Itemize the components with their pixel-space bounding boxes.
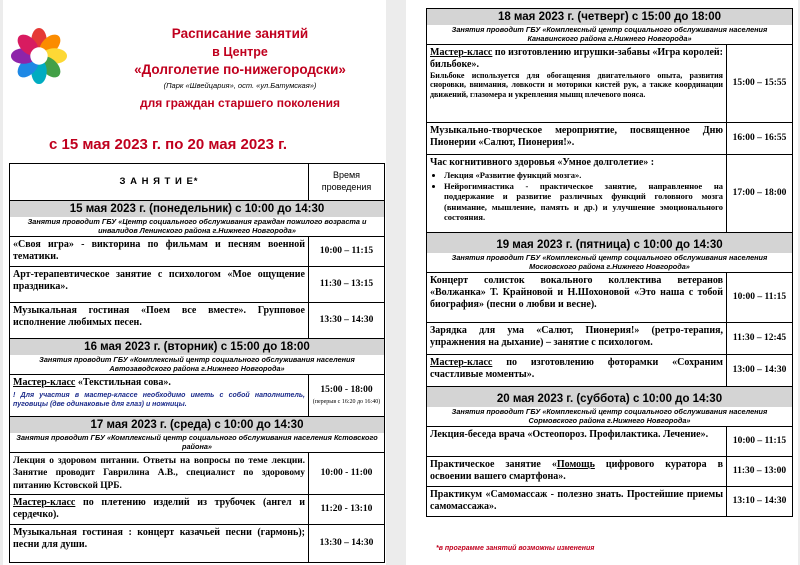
activity-bullet-list [444,170,723,222]
activity: Практикум «Самомассаж - полезно знать. Простейшие приемы самомассажа». [427,487,727,517]
activity: Лекция-беседа врача «Остеопороз. Профилактика. Лечение». [427,427,727,457]
day-header: 19 мая 2023 г. (пятница) с 10:00 до 14:30 [427,233,793,253]
date-range: с 15 мая 2023 г. по 20 мая 2023 г. [49,136,287,153]
column-header-time: Время проведения [309,164,385,201]
activity-time: 10:00 – 11:15 [309,237,385,267]
day-header: 18 мая 2023 г. (четверг) с 15:00 до 18:00 [427,9,793,25]
day-header: 15 мая 2023 г. (понедельник) с 10:00 до 14:30 [10,201,385,217]
activity-time: 13:30 – 14:30 [309,303,385,339]
activity: Музыкальная гостиная : концерт казачьей песни (гармонь); песни для души. [10,524,309,562]
activity-description: Бильбоке используется для обогащения двигательного опыта, развития сноровки, внимания, ловкости и моторики кистей рук, а также координации движений, глазомера и укрепления мышц плечевого пояса. [430,71,723,99]
activity: Практическое занятие «Помощь цифрового куратора в освоении вашего смартфона». [427,457,727,487]
schedule-table-right [426,8,793,517]
footnote: *в программе занятий возможны изменения [436,545,595,552]
activity: Музыкально-творческое мероприятие, посвященное Дню Пионерии «Салют, Пионерия!». [427,123,727,155]
activity-time: 10:00 – 11:15 [727,273,793,323]
break-note: (перерыв с 16:20 до 16:40) [312,399,381,406]
organizer: Занятия проводит ГБУ «Комплексный центр социального обслуживания населения Автозаводского района г.Нижнего Новгорода» [10,355,385,375]
center-name: «Долголетие по-нижегородски» [134,62,346,77]
center-address: (Парк «Швейцария», ост. «ул.Батумская») [163,81,317,90]
activity-time: 10:00 – 11:15 [727,427,793,457]
list-item: • Лекция «Развитие функций мозга». [444,170,723,180]
center-label: в Центре [212,45,268,59]
day-header: 16 мая 2023 г. (вторник) с 15:00 до 18:00 [10,339,385,355]
activity-time: 13:00 – 14:30 [727,355,793,387]
organizer: Занятия проводит ГБУ «Комплексный центр социального обслуживания населения Сормовского района г.Нижнего Новгорода» [427,407,793,427]
activity-time: 16:00 – 16:55 [727,123,793,155]
organizer: Занятия проводит ГБУ «Центр социального обслуживания граждан пожилого возраста и инвалидов Ленинского района г.Нижнего Новгорода» [10,217,385,237]
activity-time: 17:00 – 18:00 [727,155,793,233]
activity: Мастер-класс по изготовлению игрушки-забавы «Игра королей: бильбоке». Бильбоке используется для обогащения двигательного опыта, развития сноровки, внимания, ловкости и моторики кистей рук, а также координации движений, глазомера и укрепления мышц плечевого пояса. [427,45,727,123]
flower-logo-icon [10,27,68,85]
day-header: 20 мая 2023 г. (суббота) с 10:00 до 14:30 [427,387,793,407]
schedule-title: Расписание занятий [171,26,309,41]
activity: «Своя игра» - викторина по фильмам и песням военной тематики. [10,237,309,267]
activity-time: 11:30 – 13:15 [309,267,385,303]
page-left [3,0,386,565]
activity-time: 10:00 - 11:00 [309,453,385,495]
activity-time: 11:20 - 13:10 [309,494,385,524]
activity-time: 11:30 – 12:45 [727,323,793,355]
activity-time: 13:30 – 14:30 [309,524,385,562]
activity: Час когнитивного здоровья «Умное долголетие» : • Лекция «Развитие функций мозга». • Нейрогимнастика - практическое занятие, направленное на поддержание и развитие различных функций головного мозга (внимание, мышление, память и др.) и улучшение эмоционального состояния. [427,155,727,233]
page-right [406,0,798,565]
exclamation-icon: ! [13,392,21,400]
activity: Концерт солисток вокального коллектива ветеранов «Волжанка» Т. Крайновой и Н.Шохоновой «Это наша с тобой биография» (песни о любви и весне). [427,273,727,323]
day-header: 17 мая 2023 г. (среда) с 10:00 до 14:30 [10,417,385,433]
activity: Мастер-класс «Текстильная сова». ! Для участия в мастер-классе необходимо иметь с собой наполнитель, пуговицы (две одинаковые для глаз) и ножницы. [10,375,309,417]
activity: Арт-терапевтическое занятие с психологом «Мое ощущение праздника». [10,267,309,303]
schedule-table-left [9,163,385,563]
activity: Музыкальная гостиная «Поем все вместе». Групповое исполнение любимых песен. [10,303,309,339]
activity-time: 13:10 – 14:30 [727,487,793,517]
materials-note: ! Для участия в мастер-классе необходимо иметь с собой наполнитель, пуговицы (две одинаковые для глаз) и ножницы. [13,392,305,409]
activity-time: 15:00 – 15:55 [727,45,793,123]
audience-label: для граждан старшего поколения [140,96,340,110]
activity-time: 11:30 – 13:00 [727,457,793,487]
organizer: Занятия проводит ГБУ «Комплексный центр социального обслуживания населения Канавинского района г.Нижнего Новгорода» [427,25,793,45]
activity: Мастер-класс по плетению изделий из трубочек (ангел и сердечко). [10,494,309,524]
activity: Мастер-класс по изготовлению фоторамки «Сохраним счастливые моменты». [427,355,727,387]
activity: Зарядка для ума «Салют, Пионерия!» (ретро-терапия, упражнения на дыхание) – занятие с психологом. [427,323,727,355]
activity: Лекция о здоровом питании. Ответы на вопросы по теме лекции. Занятие проводит Гаврилина А.В., специалист по здоровому питанию Кстовской ЦРБ. [10,453,309,495]
organizer: Занятия проводит ГБУ «Комплексный центр социального обслуживания населения Кстовского района» [10,433,385,453]
organizer: Занятия проводит ГБУ «Комплексный центр социального обслуживания населения Московского района г.Нижнего Новгорода» [427,253,793,273]
list-item: • Нейрогимнастика - практическое занятие, направленное на поддержание и развитие различных функций головного мозга (внимание, мышление, память и др.) и улучшение эмоционального состояния. [444,181,723,222]
activity-time: 15:00 - 18:00 (перерыв с 16:20 до 16:40) [309,375,385,417]
column-header-activity: З А Н Я Т И Е* [10,164,309,201]
